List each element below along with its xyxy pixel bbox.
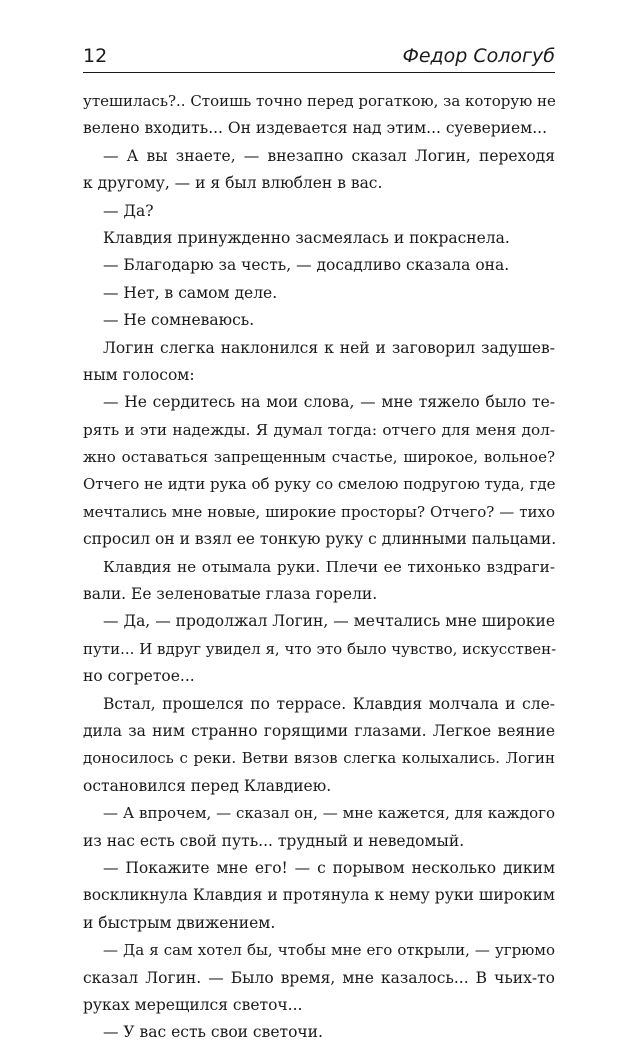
text-line: — Благодарю за честь, — досадливо сказала она. — [103, 256, 510, 275]
text-line: — У вас есть свои светочи. — [103, 1023, 323, 1042]
text-line: из нас есть свой путь... трудный и неведомый. — [83, 831, 465, 850]
text-line: Клавдия не отымала руки. Плечи ее тихонько вздраги- — [103, 557, 555, 576]
page-header — [83, 40, 555, 73]
text-line: спросил он и взял ее тонкую руку с длинными пальцами. — [83, 530, 557, 549]
text-line: — Да, — продолжал Логин, — мечтались мне широкие — [103, 612, 555, 631]
page-number: 12 — [83, 45, 108, 67]
text-line: — Покажите мне его! — с порывом несколько диким — [103, 858, 555, 877]
text-line: руках мерещился светоч... — [83, 995, 303, 1014]
text-line: пути... И вдруг увидел я, что это было чувство, искусствен- — [83, 639, 557, 658]
text-line: дила за ним странно горящими глазами. Легкое веяние — [83, 721, 555, 740]
body-text — [83, 88, 555, 1047]
text-line: — Да я сам хотел бы, чтобы мне его открыли, — угрюмо — [103, 941, 555, 960]
text-line: и быстрым движением. — [83, 913, 276, 932]
text-line: вали. Ее зеленоватые глаза горели. — [83, 585, 378, 604]
text-line: Клавдия принужденно засмеялась и покраснела. — [103, 228, 510, 247]
text-line: жно оставаться запрещенным счастье, широкое, вольное? — [83, 448, 555, 467]
text-line: — А впрочем, — сказал он, — мне кажется, для каждого — [103, 804, 555, 823]
text-line: — Не сердитесь на мои слова, — мне тяжело было те- — [103, 393, 555, 412]
text-line: сказал Логин. — Было время, мне казалось... В чьих-то — [83, 968, 555, 987]
text-line: Отчего не идти рука об руку со смелою подругою туда, где — [83, 475, 556, 494]
text-line: остановился перед Клавдиею. — [83, 776, 332, 795]
text-line: — Не сомневаюсь. — [103, 311, 255, 330]
text-line: рять и эти надежды. Я думал тогда: отчего для меня дол- — [83, 420, 555, 439]
text-line: ным голосом: — [83, 365, 195, 384]
text-line: — А вы знаете, — внезапно сказал Логин, переходя — [103, 146, 555, 165]
text-line: доносилось с реки. Ветви вязов слегка колыхались. Логин — [83, 749, 555, 768]
text-line: — Нет, в самом деле. — [103, 283, 278, 302]
text-line: к другому, — и я был влюблен в вас. — [83, 174, 383, 193]
text-line: велено входить... Он издевается над этим... суеверием... — [83, 119, 548, 138]
text-line: воскликнула Клавдия и протянула к нему руки широким — [83, 886, 555, 905]
text-line: но согретое... — [83, 667, 195, 686]
text-line: Логин слегка наклонился к ней и заговорил задушев- — [103, 338, 555, 357]
text-line: мечтались мне новые, широкие просторы? Отчего? — тихо — [83, 502, 555, 521]
running-head-author: Федор Сологуб — [402, 45, 555, 67]
text-line: утешилась?.. Стоишь точно перед рогаткою, за которую не — [83, 92, 556, 110]
text-line: Встал, прошелся по террасе. Клавдия молчала и сле- — [103, 694, 555, 713]
text-line: — Да? — [103, 201, 154, 220]
